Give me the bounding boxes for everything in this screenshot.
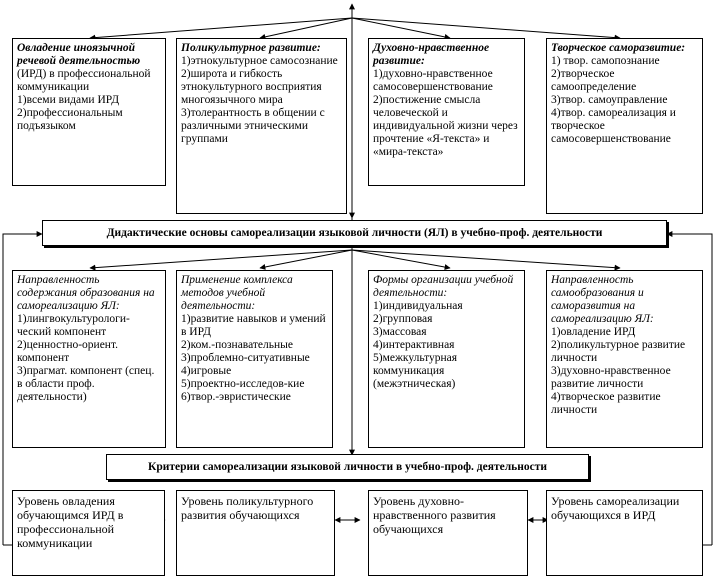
bottom-box-4: Уровень самореализации обучающихся в ИРД	[546, 490, 703, 576]
top-box-2-line: 2)широта и гибкость этнокультурного восприятия многоязычного мира	[181, 68, 322, 106]
middle-box-1-line: 3)прагмат. компонент (спец. в области проф. деятельности)	[17, 365, 155, 403]
middle-box-3	[368, 270, 525, 448]
top-box-4	[546, 38, 703, 214]
top-box-1-line: 1)всеми видами ИРД	[17, 94, 120, 106]
middle-box-2-line: 1)развитие навыков и умений в ИРД	[181, 313, 326, 338]
middle-box-4-title: Направленность самообразования и саморазвития на самореализацию ЯЛ:	[551, 274, 654, 325]
bottom-box-1: Уровень овладения обучающимся ИРД в профессиональной коммуникации	[12, 490, 165, 576]
arrow-top-4	[352, 18, 620, 38]
middle-box-3-line: 1)индивидуальная	[373, 300, 463, 312]
middle-box-2-line: 5)проектно-исследов-кие	[181, 378, 305, 390]
middle-box-4-line: 3)духовно-нравственное развитие личности	[551, 365, 671, 390]
arrow-mid-4	[352, 250, 620, 268]
middle-box-1-title: Направленность содержания образования на самореализацию ЯЛ:	[17, 274, 155, 312]
top-box-2	[176, 38, 347, 214]
middle-box-3-line: 2)групповая	[373, 313, 433, 325]
middle-box-2	[176, 270, 333, 448]
middle-box-2-line: 2)ком.-познавательные	[181, 339, 293, 351]
arrow-mid-3	[352, 250, 450, 268]
middle-box-3-line: 3)массовая	[373, 326, 427, 338]
top-box-4-line: 1) твор. самопознание	[551, 55, 660, 67]
middle-box-2-line: 6)твор.-эвристические	[181, 391, 291, 403]
bottom-box-2: Уровень поликультурного развития обучающихся	[176, 490, 335, 576]
middle-box-1	[12, 270, 166, 448]
criteria-bar: Критерии самореализации языковой личности в учебно-проф. деятельности	[106, 454, 589, 480]
middle-box-3-line: 4)интерактивная	[373, 339, 455, 351]
middle-box-2-line: 3)проблемно-ситуативные	[181, 352, 310, 364]
arrow-top-2	[260, 18, 352, 38]
middle-box-2-line: 4)игровые	[181, 365, 232, 377]
didactic-foundations-bar: Дидактические основы самореализации языковой личности (ЯЛ) в учебно-проф. деятельности	[42, 220, 667, 246]
top-box-1-line: 2)профессиональным подъязыком	[17, 107, 123, 132]
middle-box-4-line: 1)овладение ИРД	[551, 326, 636, 338]
middle-box-4-line: 2)поликультурное развитие личности	[551, 339, 686, 364]
middle-box-2-title: Применение комплекса методов учебной деятельности:	[181, 274, 293, 312]
top-box-4-line: 2)творческое самоопределение	[551, 68, 637, 93]
top-box-3-title: Духовно-нравственное развитие:	[373, 42, 490, 67]
top-box-4-line: 4)твор. самореализация и творческое самосовершенствование	[551, 107, 676, 145]
top-box-1-title: Овладение иноязычной речевой деятельностью	[17, 42, 141, 67]
top-box-3-line: 2)постижение смысла человеческой и индивидуальной жизни через прочтение «Я-текста» и «мира-текста»	[373, 94, 518, 158]
middle-box-1-line: 2)ценностно-ориент. компонент	[17, 339, 118, 364]
top-box-2-line: 1)этнокультурное самосознание	[181, 55, 338, 67]
arrow-mid-1	[90, 250, 352, 268]
top-box-3	[368, 38, 525, 186]
middle-box-4	[546, 270, 703, 448]
top-box-2-line: 3)толерантность в общении с различными этническими группами	[181, 107, 325, 145]
middle-box-3-line: 5)межкультурная коммуникация (межэтническая)	[373, 352, 458, 390]
top-box-1	[12, 38, 166, 186]
top-box-4-title: Творческое саморазвитие:	[551, 42, 686, 54]
top-box-1-line: (ИРД) в профессиональной коммуникации	[17, 68, 151, 93]
arrow-top-1	[90, 18, 352, 38]
bottom-box-3: Уровень духовно-нравственного развития обучающихся	[368, 490, 528, 576]
middle-box-1-line: 1)лингвокультурологи-ческий компонент	[17, 313, 130, 338]
top-box-3-line: 1)духовно-нравственное самосовершенствование	[373, 68, 493, 93]
middle-box-4-line: 4)творческое развитие личности	[551, 391, 661, 416]
middle-box-3-title: Формы организации учебной деятельности:	[373, 274, 514, 299]
arrow-top-3	[352, 18, 450, 38]
top-box-4-line: 3)твор. самоуправление	[551, 94, 668, 106]
top-box-2-title: Поликультурное развитие:	[181, 42, 321, 54]
